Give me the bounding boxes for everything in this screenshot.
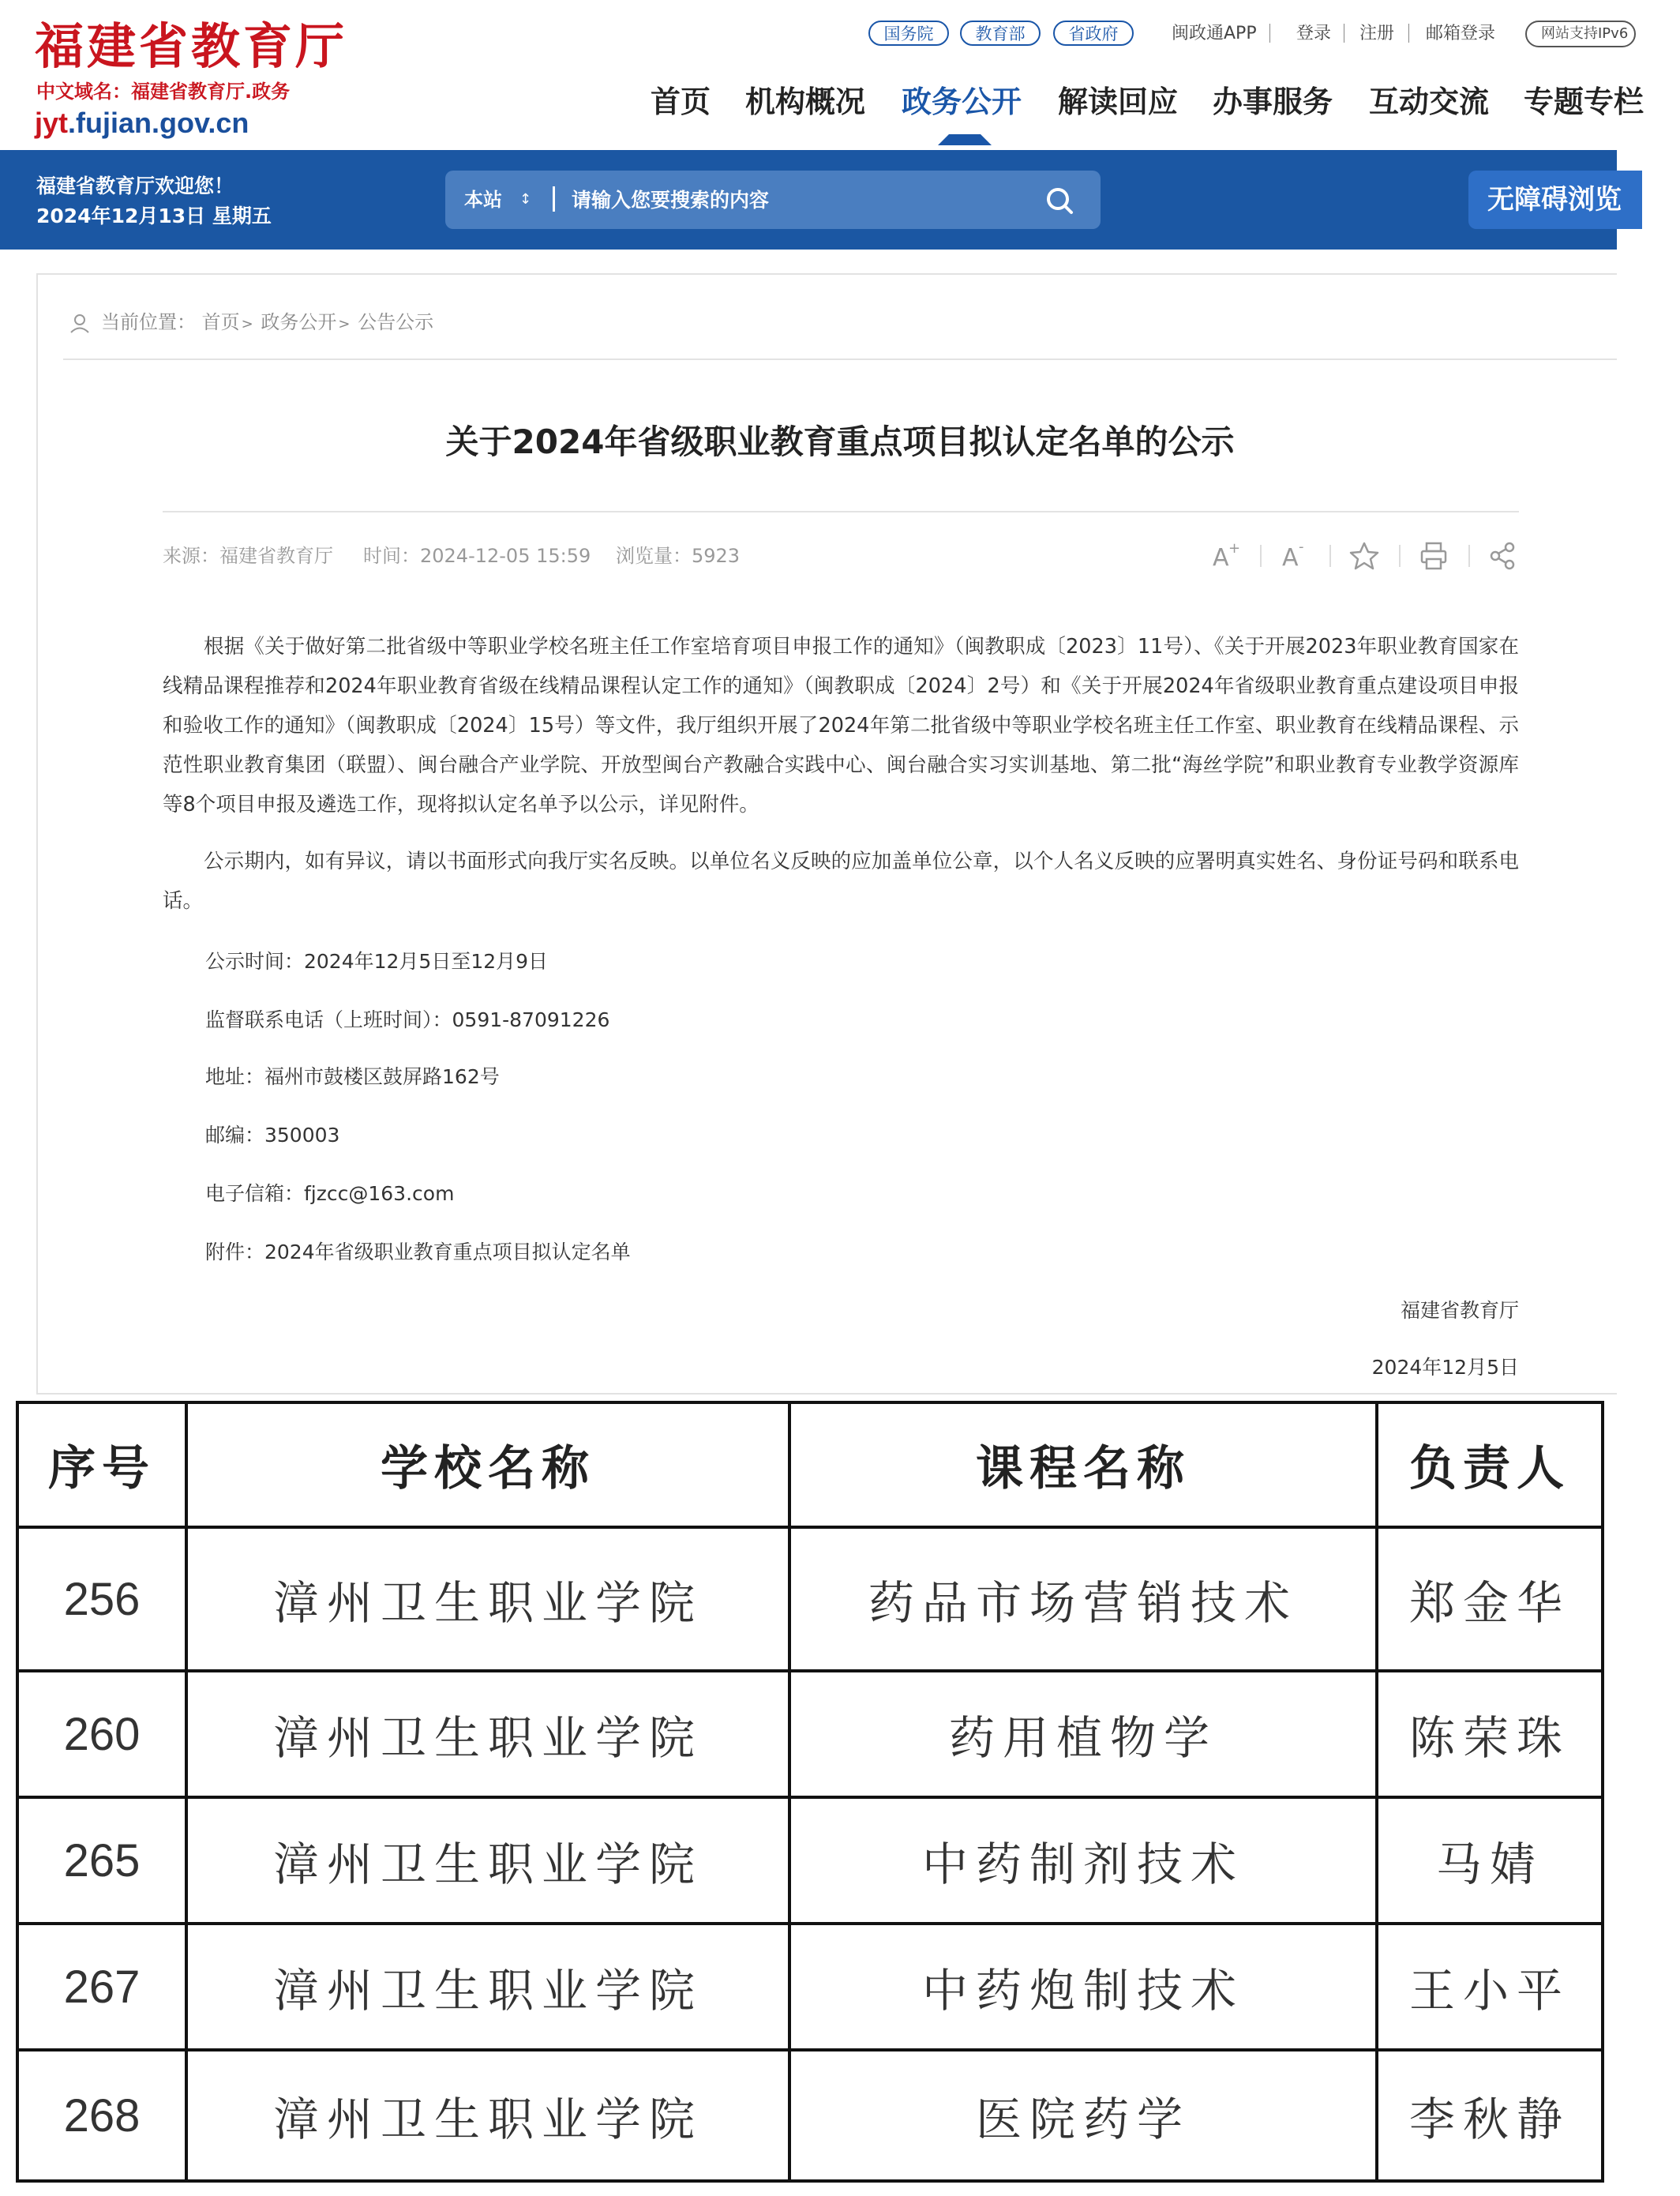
- toolbar-separator: [1399, 545, 1401, 567]
- top-separator: [1269, 24, 1270, 43]
- nav-active-indicator: [938, 134, 992, 145]
- course-name: 中药制剂技术: [789, 1797, 1377, 1924]
- course-leader: 李秋静: [1377, 2050, 1603, 2181]
- search-scope-select[interactable]: 本站: [464, 189, 502, 211]
- postcode: 邮编：350003: [205, 1124, 340, 1147]
- search-divider: [553, 186, 555, 212]
- row-number: 267: [17, 1924, 186, 2050]
- course-name: 中药炮制技术: [789, 1924, 1377, 2050]
- row-number: 256: [17, 1527, 186, 1671]
- site-logo-title[interactable]: 福建省教育厅: [35, 17, 348, 75]
- ext-link-shengzhengfu[interactable]: 省政府: [1053, 21, 1134, 46]
- paragraph: 根据《关于做好第二批省级中等职业学校名班主任工作室培育项目申报工作的通知》（闽教职成〔2023〕11号）、《关于开展2023年职业教育国家在线精品课程推荐和2024年职业教育省级在线精品课程认定工作的通知》（闽教职成〔2024〕2号）和《关于开展2024年省级职业教育重点建设项目申报和验收工作的通知》（闽教职成〔2024〕15号）等文件，我厅组织开展了2024年第二批省级中等职业学校名班主任工作室、职业教育在线精品课程、示范性职业教育集团（联盟）、闽台融合产业学院、开放型闽台产教融合实践中心、闽台融合实习实训基地、第二批“海丝学院”和职业教育专业教学资源库等8个项目申报及遴选工作，现将拟认定名单予以公示，详见附件。: [163, 635, 1519, 816]
- column-header: 序号: [17, 1402, 186, 1527]
- top-link-mail[interactable]: 邮箱登录: [1426, 24, 1496, 43]
- nav-interaction[interactable]: 互动交流: [1369, 84, 1490, 119]
- svg-text:+: +: [1228, 540, 1241, 557]
- nav-interpretation[interactable]: 解读回应: [1058, 84, 1179, 119]
- column-header: 负责人: [1377, 1402, 1603, 1527]
- site-logo-url: [35, 109, 249, 137]
- favorite-star-icon[interactable]: [1347, 539, 1382, 573]
- current-date: 2024年12月13日 星期五: [36, 205, 272, 227]
- breadcrumb-divider: [63, 358, 1617, 360]
- svg-text:A: A: [1213, 544, 1229, 572]
- school-name: 漳州卫生职业学院: [186, 2050, 789, 2181]
- table-header-row: [17, 1402, 1603, 1527]
- toolbar-separator: [1329, 545, 1331, 567]
- search-icon[interactable]: [1041, 182, 1080, 221]
- nav-services[interactable]: 办事服务: [1213, 84, 1333, 119]
- contact-address: 地址：福州市鼓楼区鼓屏路162号: [205, 1065, 500, 1088]
- nav-about[interactable]: 机构概况: [745, 84, 866, 119]
- breadcrumb-separator: >: [338, 316, 351, 332]
- svg-text:-: -: [1299, 539, 1304, 555]
- svg-text:A: A: [1282, 544, 1299, 572]
- nav-government-affairs[interactable]: 政务公开: [902, 84, 1022, 119]
- article-views: 浏览量：5923: [616, 545, 741, 567]
- welcome-text: 福建省教育厅欢迎您！: [36, 175, 234, 197]
- breadcrumb-label: 当前位置：: [101, 311, 196, 333]
- location-icon: [68, 311, 92, 335]
- print-icon[interactable]: [1416, 539, 1451, 573]
- search-input[interactable]: [572, 185, 1029, 215]
- school-name: 漳州卫生职业学院: [186, 1671, 789, 1797]
- course-name: 医院药学: [789, 2050, 1377, 2181]
- site-logo-domain: 中文域名：福建省教育厅.政务: [36, 81, 291, 103]
- logo-url-rest: .fujian.gov.cn: [68, 107, 249, 139]
- school-name: 漳州卫生职业学院: [186, 1797, 789, 1924]
- ext-link-jiaoyubu[interactable]: 教育部: [960, 21, 1041, 46]
- course-leader: 郑金华: [1377, 1527, 1603, 1671]
- toolbar-separator: [1468, 545, 1470, 567]
- school-name: 漳州卫生职业学院: [186, 1924, 789, 2050]
- table-row: [17, 1924, 1603, 2050]
- school-name: 漳州卫生职业学院: [186, 1527, 789, 1671]
- article-body: [163, 627, 1519, 921]
- title-divider: [163, 511, 1519, 512]
- toolbar-separator: [1260, 545, 1262, 567]
- table-row: [17, 1671, 1603, 1797]
- breadcrumb-announcements[interactable]: 公告公示: [358, 311, 434, 333]
- course-name: 药品市场营销技术: [789, 1527, 1377, 1671]
- article-source: 来源：福建省教育厅: [163, 545, 333, 567]
- logo-url-prefix: jyt: [35, 107, 69, 139]
- row-number: 260: [17, 1671, 186, 1797]
- font-decrease-icon[interactable]: [1277, 539, 1312, 573]
- accessibility-button[interactable]: 无障碍浏览: [1468, 171, 1642, 229]
- supervision-phone: 监督联系电话（上班时间）：0591-87091226: [205, 1008, 610, 1031]
- attachment-link[interactable]: 附件：2024年省级职业教育重点项目拟认定名单: [205, 1241, 631, 1263]
- scope-updown-icon[interactable]: ↕: [519, 191, 532, 208]
- ipv6-badge: 网站支持IPv6: [1525, 21, 1636, 47]
- breadcrumb-separator: >: [241, 316, 253, 332]
- top-link-register[interactable]: 注册: [1359, 24, 1395, 43]
- table-row: [17, 2050, 1603, 2181]
- ext-link-guowuyuan[interactable]: 国务院: [868, 21, 949, 46]
- publicity-period: 公示时间：2024年12月5日至12月9日: [205, 950, 549, 973]
- table-row: [17, 1797, 1603, 1924]
- column-header: 课程名称: [789, 1402, 1377, 1527]
- article-time: 时间：2024-12-05 15:59: [363, 545, 591, 567]
- course-name: 药用植物学: [789, 1671, 1377, 1797]
- paragraph: 公示期内，如有异议，请以书面形式向我厅实名反映。以单位名义反映的应加盖单位公章，以个人名义反映的应署明真实姓名、身份证号码和联系电话。: [163, 850, 1519, 913]
- table-row: [17, 1527, 1603, 1671]
- font-increase-icon[interactable]: [1208, 539, 1243, 573]
- contact-email: 电子信箱：fjzcc@163.com: [205, 1182, 455, 1205]
- breadcrumb-government-affairs[interactable]: 政务公开: [261, 311, 337, 333]
- nav-home[interactable]: 首页: [651, 84, 711, 119]
- course-leader: 马婧: [1377, 1797, 1603, 1924]
- row-number: 268: [17, 2050, 186, 2181]
- top-link-login[interactable]: 登录: [1296, 24, 1332, 43]
- share-icon[interactable]: [1486, 539, 1521, 573]
- approved-course-table: [16, 1401, 1604, 2183]
- breadcrumb: [101, 308, 433, 339]
- course-leader: 王小平: [1377, 1924, 1603, 2050]
- top-link-app[interactable]: 闽政通APP: [1172, 24, 1257, 43]
- signature-org: 福建省教育厅: [1400, 1299, 1519, 1322]
- article-title: 关于2024年省级职业教育重点项目拟认定名单的公示: [445, 422, 1235, 461]
- course-leader: 陈荣珠: [1377, 1671, 1603, 1797]
- column-header: 学校名称: [186, 1402, 789, 1527]
- row-number: 265: [17, 1797, 186, 1924]
- nav-topics[interactable]: 专题专栏: [1524, 84, 1644, 119]
- breadcrumb-home[interactable]: 首页: [201, 311, 240, 333]
- signature-date: 2024年12月5日: [1371, 1356, 1519, 1379]
- top-separator: [1408, 24, 1409, 43]
